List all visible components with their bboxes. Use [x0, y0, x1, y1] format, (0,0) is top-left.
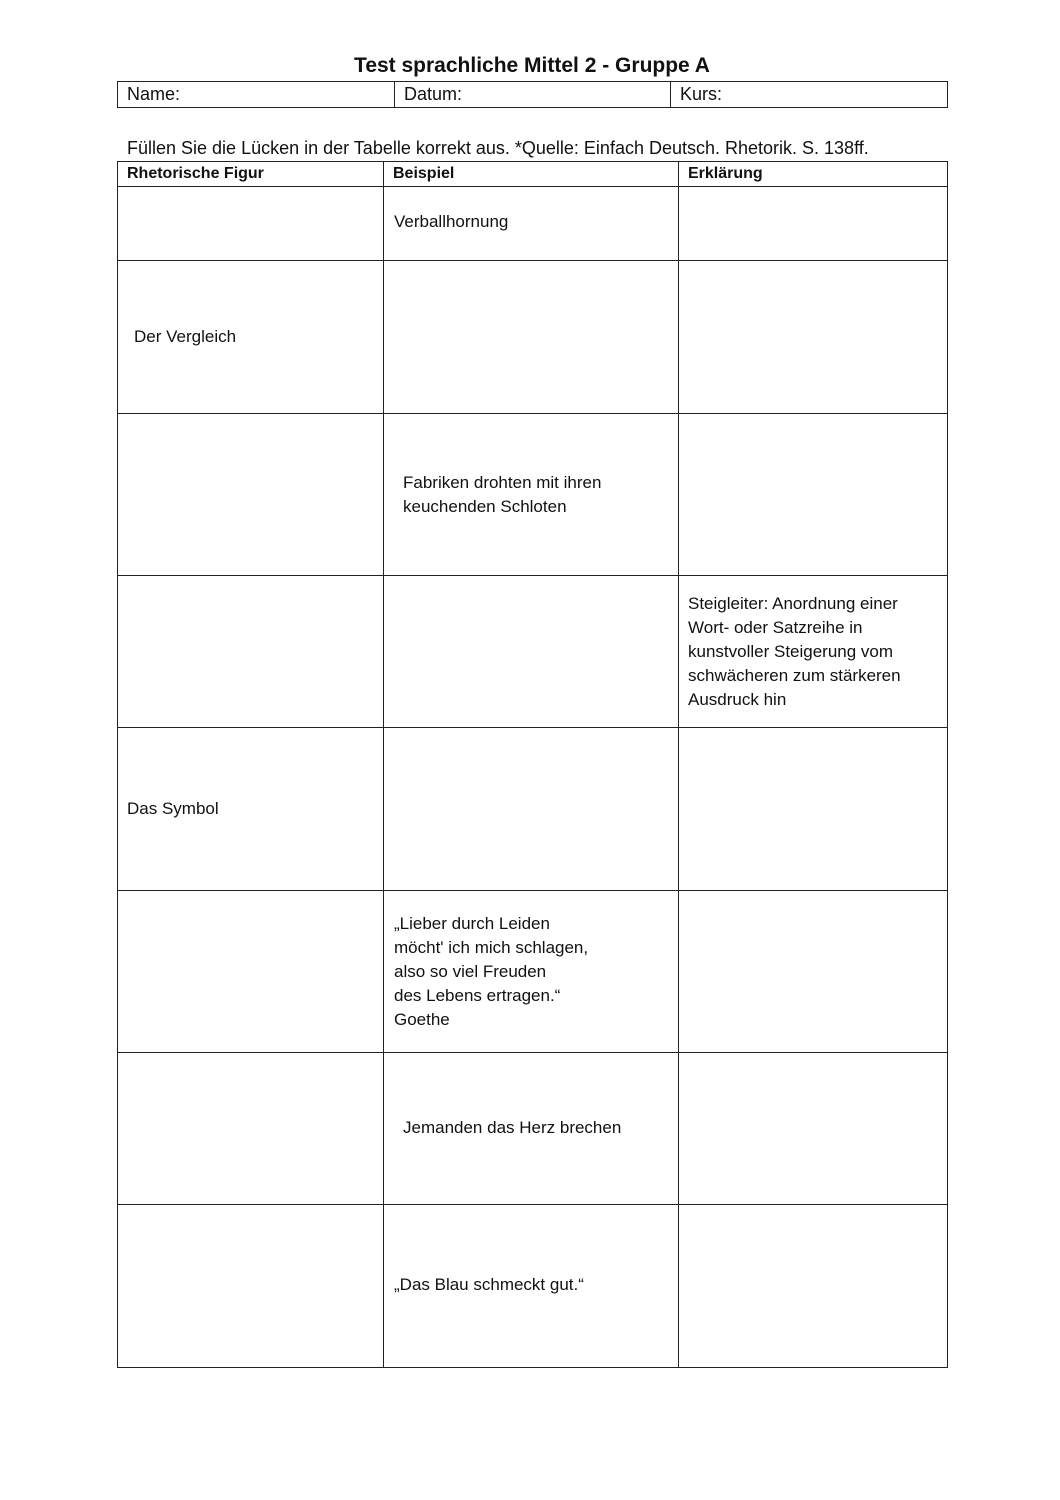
table-row [118, 261, 948, 414]
table-row [118, 1053, 948, 1205]
date-field[interactable]: Datum: [395, 82, 671, 108]
example-text: „Das Blau schmeckt gut.“ [394, 1275, 584, 1294]
figure-cell[interactable] [118, 187, 384, 261]
header-example: Beispiel [384, 162, 679, 187]
table-row [118, 187, 948, 261]
example-cell[interactable] [384, 261, 679, 414]
figure-cell[interactable] [118, 891, 384, 1053]
instruction-text: Füllen Sie die Lücken in der Tabelle korrekt aus. *Quelle: Einfach Deutsch. Rhetorik. S. 138ff. [127, 138, 869, 158]
course-field[interactable]: Kurs: [671, 82, 948, 108]
figure-cell[interactable] [118, 728, 384, 891]
explanation-cell[interactable] [679, 728, 948, 891]
explanation-cell[interactable] [679, 414, 948, 576]
table-row [118, 576, 948, 728]
figure-cell[interactable] [118, 1053, 384, 1205]
header-figure: Rhetorische Figur [118, 162, 384, 187]
example-cell[interactable] [384, 728, 679, 891]
figure-text: Der Vergleich [134, 327, 237, 346]
example-cell[interactable] [384, 891, 679, 1053]
explanation-cell[interactable] [679, 1205, 948, 1368]
explanation-cell[interactable] [679, 187, 948, 261]
table-header-row [118, 162, 948, 187]
explanation-cell[interactable] [679, 261, 948, 414]
student-info-table [117, 81, 948, 108]
explanation-cell[interactable] [679, 1053, 948, 1205]
explanation-cell[interactable] [679, 576, 948, 728]
example-cell[interactable] [384, 1205, 679, 1368]
table-row [118, 414, 948, 576]
example-text: „Lieber durch Leiden möcht' ich mich schlagen, also so viel Freuden des Lebens ertragen.“ Goethe [394, 914, 589, 1029]
explanation-text: Steigleiter: Anordnung einer Wort- oder Satzreihe in kunstvoller Steigerung vom schwächeren zum stärkeren Ausdruck hin [688, 594, 901, 709]
example-text: Verballhornung [394, 212, 509, 231]
explanation-cell[interactable] [679, 891, 948, 1053]
name-field[interactable]: Name: [118, 82, 395, 108]
example-cell[interactable] [384, 414, 679, 576]
figure-cell[interactable] [118, 261, 384, 414]
figure-cell[interactable] [118, 1205, 384, 1368]
document-title: Test sprachliche Mittel 2 - Gruppe A [354, 54, 710, 77]
example-text: Fabriken drohten mit ihren keuchenden Schloten [403, 473, 602, 516]
header-explanation: Erklärung [679, 162, 948, 187]
figure-text: Das Symbol [127, 799, 219, 818]
rhetoric-table [117, 161, 948, 1368]
example-text: Jemanden das Herz brechen [403, 1118, 622, 1137]
example-cell[interactable] [384, 1053, 679, 1205]
table-row [118, 1205, 948, 1368]
figure-cell[interactable] [118, 576, 384, 728]
table-row [118, 891, 948, 1053]
table-row [118, 728, 948, 891]
figure-cell[interactable] [118, 414, 384, 576]
example-cell[interactable] [384, 187, 679, 261]
example-cell[interactable] [384, 576, 679, 728]
